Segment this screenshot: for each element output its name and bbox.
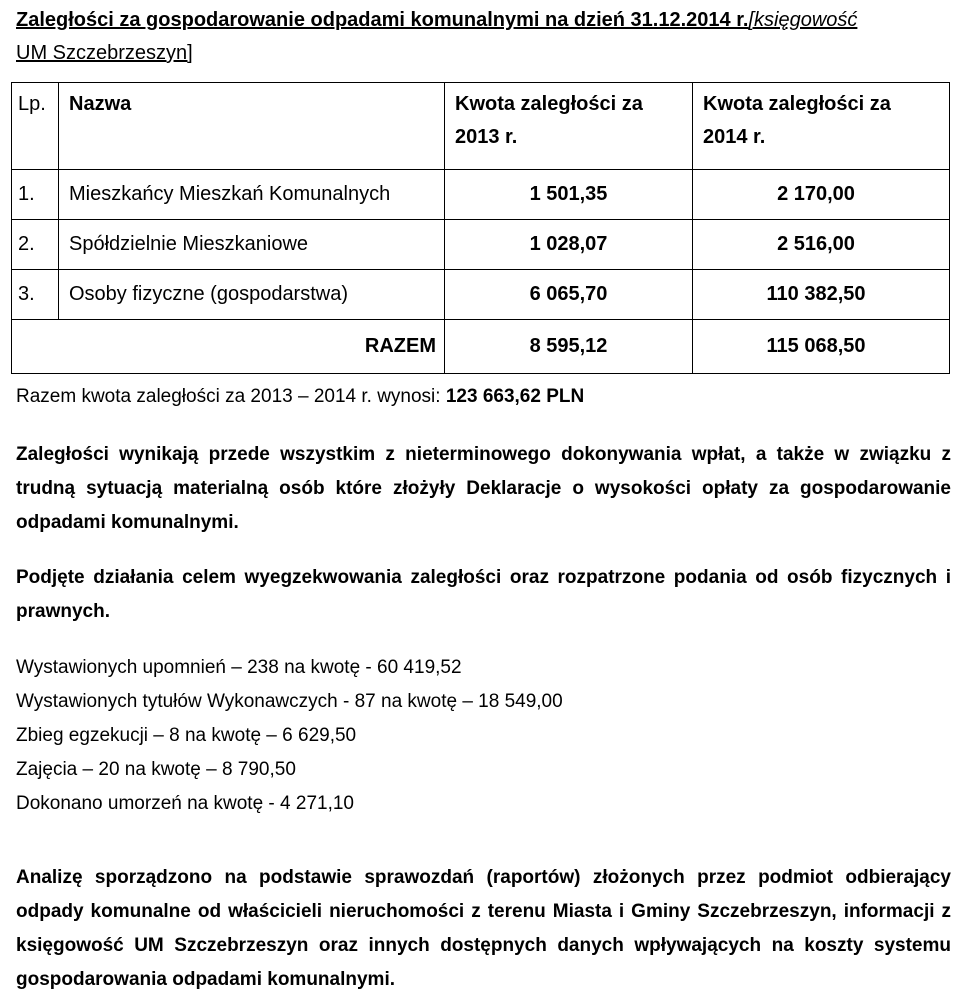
row-amount-2013: 1 501,35 (445, 170, 693, 220)
arrears-table (11, 82, 950, 374)
row-name: Mieszkańcy Mieszkań Komunalnych (59, 170, 445, 220)
row-name: Spółdzielnie Mieszkaniowe (59, 220, 445, 270)
header-amount-2014-line1: Kwota zaległości za (703, 93, 891, 115)
paragraph-actions: Podjęte działania celem wyegzekwowania zaległości oraz rozpatrzone podania od osób fizycznych i prawnych. (16, 567, 951, 622)
heading-title: Zaległości za gospodarowanie odpadami komunalnymi na dzień 31.12.2014 r. (16, 9, 749, 31)
row-amount-2013: 1 028,07 (445, 220, 693, 270)
paragraph-methodology: Analizę sporządzono na podstawie sprawozdań (raportów) złożonych przez podmiot odbierający odpady komunalne od właścicieli nieruchomości z terenu Miasta i Gminy Szczebrzeszyn, informacji z księgowość UM Szczebrzeszyn oraz innych dostępnych danych wpływających na koszty systemu gospodarowania odpadami komunalnymi. (16, 867, 951, 990)
total-summary-amount: 123 663,62 PLN (445, 386, 585, 407)
arrears-table-wrapper (11, 82, 950, 374)
total-label: RAZEM (12, 320, 445, 374)
stat-line: Wystawionych upomnień – 238 na kwotę - 60 419,52 (16, 657, 462, 678)
total-amount-2014: 115 068,50 (693, 320, 950, 374)
total-amount-2013: 8 595,12 (445, 320, 693, 374)
table-row (12, 220, 950, 270)
header-lp: Lp. (12, 83, 59, 170)
header-amount-2014-line2: 2014 r. (703, 126, 766, 148)
row-amount-2014: 2 516,00 (693, 220, 950, 270)
enforcement-stats (16, 651, 951, 821)
table-header-row (12, 83, 950, 170)
table-row (12, 270, 950, 320)
paragraph-causes: Zaległości wynikają przede wszystkim z nieterminowego dokonywania wpłat, a także w związku z trudną sytuacją materialną osób które złożyły Deklaracje o wysokości opłaty za gospodarowanie odpadami komunalnymi. (16, 444, 951, 533)
header-amount-2013 (445, 83, 693, 170)
heading-source-continued: UM Szczebrzeszyn] (16, 42, 193, 64)
table-row (12, 170, 950, 220)
header-amount-2013-line2: 2013 r. (455, 126, 518, 148)
row-lp: 3. (12, 270, 59, 320)
header-name: Nazwa (59, 83, 445, 170)
total-summary-text: Razem kwota zaległości za 2013 – 2014 r. wynosi: (16, 386, 446, 407)
stat-line: Wystawionych tytułów Wykonawczych - 87 na kwotę – 18 549,00 (16, 691, 563, 712)
row-name: Osoby fizyczne (gospodarstwa) (59, 270, 445, 320)
header-amount-2014 (693, 83, 950, 170)
row-amount-2014: 2 170,00 (693, 170, 950, 220)
total-summary (16, 380, 951, 414)
stat-line: Zbieg egzekucji – 8 na kwotę – 6 629,50 (16, 725, 357, 746)
heading-source: [księgowość (748, 9, 858, 31)
row-amount-2014: 110 382,50 (693, 270, 950, 320)
row-lp: 2. (12, 220, 59, 270)
document-heading (16, 4, 946, 70)
row-amount-2013: 6 065,70 (445, 270, 693, 320)
stat-line: Zajęcia – 20 na kwotę – 8 790,50 (16, 759, 296, 780)
stat-line: Dokonano umorzeń na kwotę - 4 271,10 (16, 793, 354, 814)
row-lp: 1. (12, 170, 59, 220)
table-total-row (12, 320, 950, 374)
header-amount-2013-line1: Kwota zaległości za (455, 93, 643, 115)
